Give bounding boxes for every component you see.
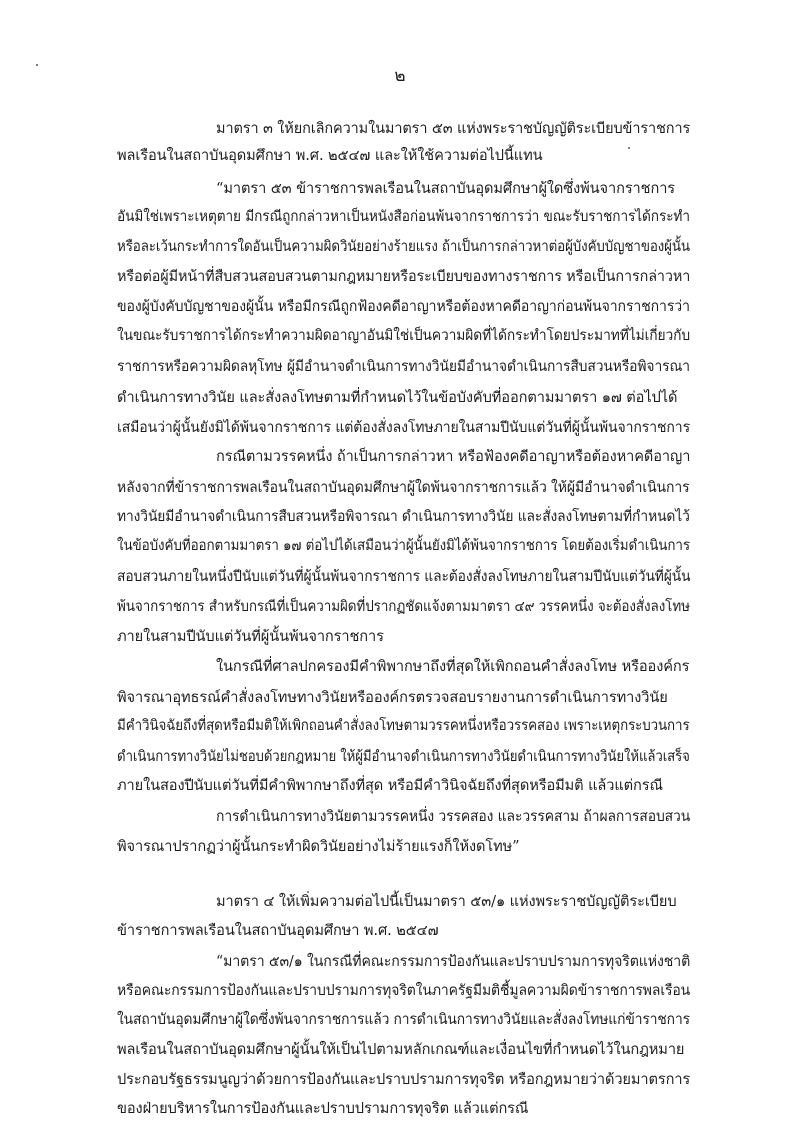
text-line: ประกอบรัฐธรรมนูญว่าด้วยการป้องกันและปราบปรามการทุจริต หรือกฎหมายว่าด้วยมาตรการ [117,1070,691,1088]
text-line: ภายในสองปีนับแต่วันที่มีคำพิพากษาถึงที่สุด หรือมีคำวินิจฉัยถึงที่สุดหรือมีมติ แล้วแต่กรณี [117,777,663,795]
text-line: พลเรือนในสถาบันอุดมศึกษา พ.ศ. ๒๕๔๗ และให้ใช้ความต่อไปนี้แทน [117,146,543,164]
text-line: กรณีตามวรรคหนึ่ง ถ้าเป็นการกล่าวหา หรือฟ้องคดีอาญาหรือต้องหาคดีอาญา [216,447,691,465]
text-line: ดำเนินการทางวินัยไม่ชอบด้วยกฎหมาย ให้ผู้มีอำนาจดำเนินการทางวินัยดำเนินการทางวินัยให้แล้วเสร็จ [117,747,690,765]
page-number: ๒ [394,66,406,86]
text-line: พิจารณาอุทธรณ์คำสั่งลงโทษทางวินัยหรือองค์กรตรวจสอบรายงานการดำเนินการทางวินัย [117,688,668,706]
text-line: ภายในสามปีนับแต่วันที่ผู้นั้นพ้นจากราชการ [117,627,384,645]
text-line: ดำเนินการทางวินัย และสั่งลงโทษตามที่กำหนดไว้ในข้อบังคับที่ออกตามมาตรา ๑๗ ต่อไปได้ [117,388,678,406]
text-line: ในขณะรับราชการได้กระทำความผิดอาญาอันมิใช่เป็นความผิดที่ได้กระทำโดยประมาทที่ไม่เกี่ยวกับ [117,326,691,344]
text-line: ในสถาบันอุดมศึกษาผู้ใดซึ่งพ้นจากราชการแล้ว การดำเนินการทางวินัยและสั่งลงโทษแก่ข้าราชการ [117,1011,690,1029]
text-line: พ้นจากราชการ สำหรับกรณีที่เป็นความผิดที่ปรากฏชัดแจ้งตามมาตรา ๔๙ วรรคหนึ่ง จะต้องสั่งลงโทษ [117,598,690,616]
text-line: หรือคณะกรรมการป้องกันและปราบปรามการทุจริตในภาครัฐมีมติชี้มูลความผิดข้าราชการพลเรือน [117,981,691,999]
text-line: พลเรือนในสถาบันอุดมศึกษาผู้นั้นให้เป็นไปตามหลักเกณฑ์และเงื่อนไขที่กำหนดไว้ในกฎหมาย [117,1041,685,1058]
text-line: “มาตรา ๕๓/๑ ในกรณีที่คณะกรรมการป้องกันและปราบปรามการทุจริตแห่งชาติ [216,953,691,971]
text-line: ของผู้บังคับบัญชาของผู้นั้น หรือมีกรณีถูกฟ้องคดีอาญาหรือต้องหาคดีอาญาก่อนพ้นจากราชการว่า [117,298,690,316]
text-line: หลังจากที่ข้าราชการพลเรือนในสถาบันอุดมศึกษาผู้ใดพ้นจากราชการแล้ว ให้ผู้มีอำนาจดำเนินการ [117,479,690,496]
text-line: “มาตรา ๕๓ ข้าราชการพลเรือนในสถาบันอุดมศึกษาผู้ใดซึ่งพ้นจากราชการ [216,180,676,197]
text-line: ข้าราชการพลเรือนในสถาบันอุดมศึกษา พ.ศ. ๒๕๔๗ [117,921,439,939]
text-line: เสมือนว่าผู้นั้นยังมิได้พ้นจากราชการ แต่ต้องสั่งลงโทษภายในสามปีนับแต่วันที่ผู้นั้นพ้นจากราชการ [117,419,691,436]
text-line: สอบสวนภายในหนึ่งปีนับแต่วันที่ผู้นั้นพ้นจากราชการ และต้องสั่งลงโทษภายในสามปีนับแต่วันที่ผู้นั้น [117,567,691,585]
text-line: ทางวินัยมีอำนาจดำเนินการสืบสวนหรือพิจารณา ดำเนินการทางวินัย และสั่งลงโทษตามที่กำหนดไว้ [117,507,690,525]
text-line: พิจารณาปรากฏว่าผู้นั้นกระทำผิดวินัยอย่างไม่ร้ายแรงก็ให้งดโทษ” [117,838,520,856]
text-line: หรือละเว้นกระทำการใดอันเป็นความผิดวินัยอย่างร้ายแรง ถ้าเป็นการกล่าวหาต่อผู้บังคับบัญชาของผู้นั้น [117,238,690,256]
text-line: อันมิใช่เพราะเหตุตาย มีกรณีถูกกล่าวหาเป็นหนังสือก่อนพ้นจากราชการว่า ขณะรับราชการได้กระทำ [117,207,691,225]
text-line: หรือต่อผู้มีหน้าที่สืบสวนสอบสวนตามกฎหมายหรือระเบียบของทางราชการ หรือเป็นการกล่าวหา [117,267,691,285]
text-line: ราชการหรือความผิดลหุโทษ ผู้มีอำนาจดำเนินการทางวินัยมีอำนาจดำเนินการสืบสวนหรือพิจารณา [117,358,690,376]
text-line: มาตรา ๔ ให้เพิ่มความต่อไปนี้เป็นมาตรา ๕๓/๑ แห่งพระราชบัญญัติระเบียบ [216,893,677,911]
scan-speck [36,64,38,66]
text-line: ในกรณีที่ศาลปกครองมีคำพิพากษาถึงที่สุดให้เพิกถอนคำสั่งลงโทษ หรือองค์กร [216,658,690,676]
text-line: ในข้อบังคับที่ออกตามมาตรา ๑๗ ต่อไปได้เสมือนว่าผู้นั้นยังมิได้พ้นจากราชการ โดยต้องเริ่มดำเนินการ [117,537,690,555]
text-line: มีคำวินิจฉัยถึงที่สุดหรือมีมติให้เพิกถอนคำสั่งลงโทษตามวรรคหนึ่งหรือวรรคสอง เพราะเหตุกระบวนการ [117,717,690,735]
text-line: มาตรา ๓ ให้ยกเลิกความในมาตรา ๕๓ แห่งพระราชบัญญัติระเบียบข้าราชการ [216,120,691,137]
scan-speck [628,147,630,149]
text-line: ของฝ่ายบริหารในการป้องกันและปราบปรามการทุจริต แล้วแต่กรณี [117,1100,529,1117]
text-line: การดำเนินการทางวินัยตามวรรคหนึ่ง วรรคสอง และวรรคสาม ถ้าผลการสอบสวน [216,807,691,825]
